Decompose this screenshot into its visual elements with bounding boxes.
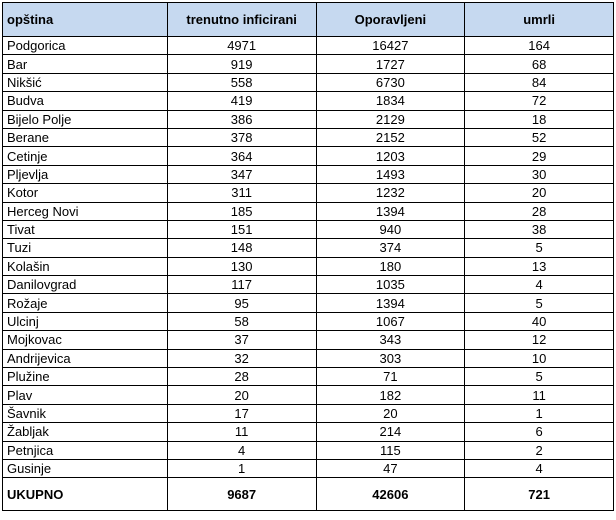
cell-municipality: Bijelo Polje — [3, 110, 168, 128]
cell-infected: 419 — [167, 92, 316, 110]
cell-infected: 11 — [167, 423, 316, 441]
cell-recovered: 20 — [316, 404, 465, 422]
cell-municipality: Budva — [3, 92, 168, 110]
cell-died: 13 — [465, 257, 614, 275]
table-row — [3, 368, 614, 386]
table-row — [3, 294, 614, 312]
cell-recovered: 2152 — [316, 128, 465, 146]
cell-infected: 95 — [167, 294, 316, 312]
cell-recovered: 47 — [316, 459, 465, 477]
cell-municipality: Žabljak — [3, 423, 168, 441]
total-row — [3, 478, 614, 511]
cell-died: 10 — [465, 349, 614, 367]
cell-died: 2 — [465, 441, 614, 459]
cell-infected: 311 — [167, 184, 316, 202]
cell-died: 4 — [465, 459, 614, 477]
cell-municipality: Herceg Novi — [3, 202, 168, 220]
cell-infected: 1 — [167, 459, 316, 477]
header-currently-infected: trenutno inficirani — [167, 3, 316, 37]
cell-died: 5 — [465, 294, 614, 312]
cell-recovered: 2129 — [316, 110, 465, 128]
cell-infected: 4 — [167, 441, 316, 459]
cell-municipality: Bar — [3, 55, 168, 73]
covid-stats-table — [2, 2, 614, 511]
cell-recovered: 1493 — [316, 165, 465, 183]
cell-died: 5 — [465, 239, 614, 257]
table-row — [3, 331, 614, 349]
cell-recovered: 1394 — [316, 294, 465, 312]
table-row — [3, 147, 614, 165]
cell-recovered: 1834 — [316, 92, 465, 110]
cell-recovered: 1035 — [316, 276, 465, 294]
cell-municipality: Plav — [3, 386, 168, 404]
cell-died: 4 — [465, 276, 614, 294]
table-row — [3, 312, 614, 330]
header-recovered: Oporavljeni — [316, 3, 465, 37]
cell-recovered: 1232 — [316, 184, 465, 202]
cell-died: 5 — [465, 368, 614, 386]
cell-municipality: Kolašin — [3, 257, 168, 275]
cell-infected: 58 — [167, 312, 316, 330]
total-infected: 9687 — [167, 478, 316, 511]
cell-municipality: Rožaje — [3, 294, 168, 312]
cell-recovered: 303 — [316, 349, 465, 367]
cell-recovered: 16427 — [316, 37, 465, 55]
cell-infected: 185 — [167, 202, 316, 220]
table-row — [3, 423, 614, 441]
cell-died: 38 — [465, 220, 614, 238]
total-died: 721 — [465, 478, 614, 511]
cell-recovered: 940 — [316, 220, 465, 238]
cell-recovered: 6730 — [316, 73, 465, 91]
cell-infected: 347 — [167, 165, 316, 183]
table-row — [3, 404, 614, 422]
table-row — [3, 441, 614, 459]
cell-recovered: 1394 — [316, 202, 465, 220]
header-died: umrli — [465, 3, 614, 37]
cell-recovered: 1203 — [316, 147, 465, 165]
cell-recovered: 1067 — [316, 312, 465, 330]
table-row — [3, 110, 614, 128]
cell-infected: 32 — [167, 349, 316, 367]
table-body — [3, 37, 614, 478]
cell-municipality: Petnjica — [3, 441, 168, 459]
cell-recovered: 374 — [316, 239, 465, 257]
cell-infected: 378 — [167, 128, 316, 146]
cell-infected: 28 — [167, 368, 316, 386]
table-row — [3, 202, 614, 220]
cell-infected: 37 — [167, 331, 316, 349]
cell-municipality: Ulcinj — [3, 312, 168, 330]
cell-municipality: Cetinje — [3, 147, 168, 165]
cell-municipality: Podgorica — [3, 37, 168, 55]
header-row — [3, 3, 614, 37]
cell-recovered: 1727 — [316, 55, 465, 73]
cell-infected: 386 — [167, 110, 316, 128]
cell-recovered: 182 — [316, 386, 465, 404]
cell-infected: 117 — [167, 276, 316, 294]
cell-recovered: 214 — [316, 423, 465, 441]
cell-died: 72 — [465, 92, 614, 110]
cell-recovered: 180 — [316, 257, 465, 275]
cell-recovered: 71 — [316, 368, 465, 386]
table-row — [3, 55, 614, 73]
cell-municipality: Danilovgrad — [3, 276, 168, 294]
cell-municipality: Pljevlja — [3, 165, 168, 183]
table-row — [3, 386, 614, 404]
cell-died: 52 — [465, 128, 614, 146]
cell-died: 1 — [465, 404, 614, 422]
cell-died: 11 — [465, 386, 614, 404]
table-row — [3, 184, 614, 202]
table-row — [3, 257, 614, 275]
cell-died: 68 — [465, 55, 614, 73]
cell-infected: 20 — [167, 386, 316, 404]
cell-died: 18 — [465, 110, 614, 128]
cell-municipality: Šavnik — [3, 404, 168, 422]
table-row — [3, 37, 614, 55]
cell-infected: 148 — [167, 239, 316, 257]
cell-municipality: Gusinje — [3, 459, 168, 477]
total-recovered: 42606 — [316, 478, 465, 511]
table-header — [3, 3, 614, 37]
cell-municipality: Kotor — [3, 184, 168, 202]
table-row — [3, 165, 614, 183]
table-row — [3, 220, 614, 238]
cell-died: 28 — [465, 202, 614, 220]
cell-died: 84 — [465, 73, 614, 91]
cell-municipality: Tuzi — [3, 239, 168, 257]
cell-died: 29 — [465, 147, 614, 165]
header-municipality: opština — [3, 3, 168, 37]
cell-municipality: Mojkovac — [3, 331, 168, 349]
cell-infected: 4971 — [167, 37, 316, 55]
total-label: UKUPNO — [3, 478, 168, 511]
cell-infected: 558 — [167, 73, 316, 91]
table-row — [3, 128, 614, 146]
table-row — [3, 459, 614, 477]
cell-infected: 919 — [167, 55, 316, 73]
cell-died: 6 — [465, 423, 614, 441]
cell-died: 164 — [465, 37, 614, 55]
table-row — [3, 349, 614, 367]
cell-died: 12 — [465, 331, 614, 349]
cell-recovered: 343 — [316, 331, 465, 349]
cell-infected: 364 — [167, 147, 316, 165]
cell-municipality: Andrijevica — [3, 349, 168, 367]
table-row — [3, 276, 614, 294]
cell-died: 20 — [465, 184, 614, 202]
cell-municipality: Nikšić — [3, 73, 168, 91]
cell-died: 40 — [465, 312, 614, 330]
table-row — [3, 73, 614, 91]
table-footer — [3, 478, 614, 511]
cell-infected: 130 — [167, 257, 316, 275]
cell-municipality: Plužine — [3, 368, 168, 386]
cell-recovered: 115 — [316, 441, 465, 459]
cell-died: 30 — [465, 165, 614, 183]
cell-municipality: Tivat — [3, 220, 168, 238]
cell-infected: 151 — [167, 220, 316, 238]
cell-municipality: Berane — [3, 128, 168, 146]
table-row — [3, 239, 614, 257]
table-row — [3, 92, 614, 110]
cell-infected: 17 — [167, 404, 316, 422]
